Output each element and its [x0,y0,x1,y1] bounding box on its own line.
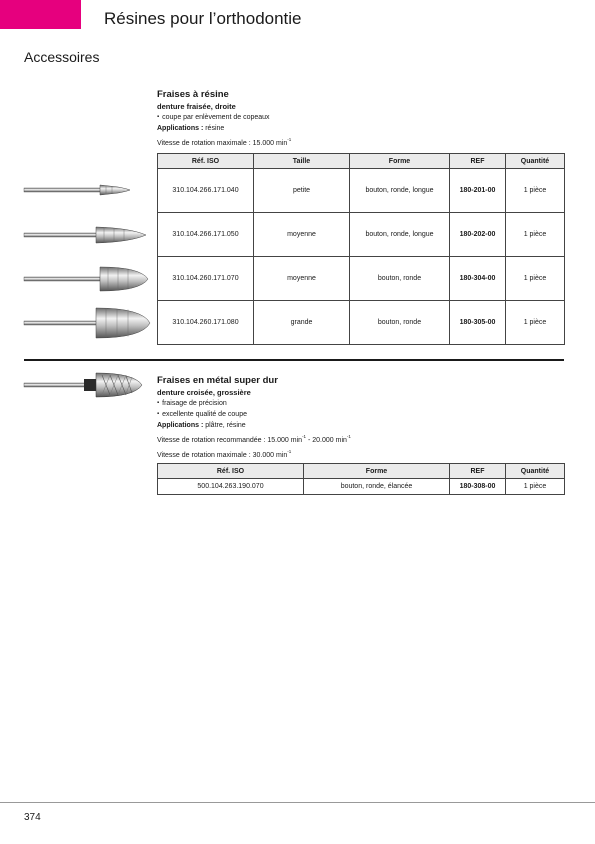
product-table [157,463,565,495]
cell-size: moyenne [254,257,350,301]
cell-ref: 180-201-00 [450,169,506,213]
product-carbide-burs [157,375,564,495]
cell-ref: 180-308-00 [450,479,506,495]
page-number: 374 [24,812,41,823]
cell-shape: bouton, ronde [350,301,450,345]
col-header-iso: Réf. ISO [158,154,254,169]
product-subtitle: denture croisée, grossière [157,388,251,397]
feature-bullet: ▪ excellente qualité de coupe [157,409,564,420]
speed-rec-text: Vitesse de rotation recommandée : 15.000 min [157,437,303,444]
col-header-shape: Forme [304,464,450,479]
speed-rec-text-end: - 20.000 min [306,437,347,444]
unit-exponent: -1 [302,434,307,439]
applications-value: résine [203,125,225,132]
page-title: Résines pour l’orthodontie [104,9,302,28]
table-row [158,257,565,301]
cell-shape: bouton, ronde [350,257,450,301]
col-header-size: Taille [254,154,350,169]
section-divider [24,359,564,361]
applications-line [157,123,564,134]
applications-line [157,420,564,431]
speed-max-line [157,446,564,461]
col-header-ref: REF [450,464,506,479]
col-header-shape: Forme [350,154,450,169]
table-row [158,479,565,495]
header-accent-block [0,0,81,29]
footer-rule [0,802,595,803]
cell-iso: 500.104.263.190.070 [158,479,304,495]
cell-shape: bouton, ronde, longue [350,213,450,257]
cell-qty: 1 pièce [506,213,565,257]
col-header-iso: Réf. ISO [158,464,304,479]
cell-shape: bouton, ronde, longue [350,169,450,213]
cell-qty: 1 pièce [506,169,565,213]
unit-exponent: -1 [287,449,292,454]
speed-max-text: Vitesse de rotation maximale : 15.000 min [157,140,288,147]
col-header-ref: REF [450,154,506,169]
speed-max-text: Vitesse de rotation maximale : 30.000 min [157,452,288,459]
product-subtitle: denture fraisée, droite [157,102,236,111]
carbide-bur-image [22,365,156,405]
feature-bullet: ▪ coupe par enlèvement de copeaux [157,112,564,123]
unit-exponent: -1 [287,137,292,142]
applications-label: Applications : [157,422,204,429]
cell-qty: 1 pièce [506,479,565,495]
cell-iso: 310.104.266.171.050 [158,213,254,257]
table-row [158,169,565,213]
cell-shape: bouton, ronde, élancée [304,479,450,495]
cell-qty: 1 pièce [506,301,565,345]
cell-iso: 310.104.266.171.040 [158,169,254,213]
table-header-row [158,464,565,479]
product-table [157,153,565,345]
col-header-qty: Quantité [506,154,565,169]
cell-size: grande [254,301,350,345]
cell-ref: 180-305-00 [450,301,506,345]
table-row [158,301,565,345]
table-header-row [158,154,565,169]
cell-iso: 310.104.260.171.070 [158,257,254,301]
applications-value: plâtre, résine [203,422,246,429]
speed-max-line [157,134,564,149]
resin-bur-medium-long-image [22,215,156,255]
cell-iso: 310.104.260.171.080 [158,301,254,345]
speed-recommended-line [157,431,564,446]
cell-ref: 180-202-00 [450,213,506,257]
resin-bur-large-image [22,303,156,343]
col-header-qty: Quantité [506,464,565,479]
cell-size: moyenne [254,213,350,257]
feature-bullet: ▪ fraisage de précision [157,398,564,409]
product-title: Fraises à résine [157,89,229,100]
resin-bur-medium-round-image [22,259,156,299]
section-title: Accessoires [24,49,100,65]
cell-size: petite [254,169,350,213]
cell-ref: 180-304-00 [450,257,506,301]
applications-label: Applications : [157,125,204,132]
cell-qty: 1 pièce [506,257,565,301]
table-row [158,213,565,257]
product-resin-burs [157,89,564,345]
product-title: Fraises en métal super dur [157,375,278,386]
unit-exponent: -1 [346,434,351,439]
resin-bur-small-image [22,170,156,210]
